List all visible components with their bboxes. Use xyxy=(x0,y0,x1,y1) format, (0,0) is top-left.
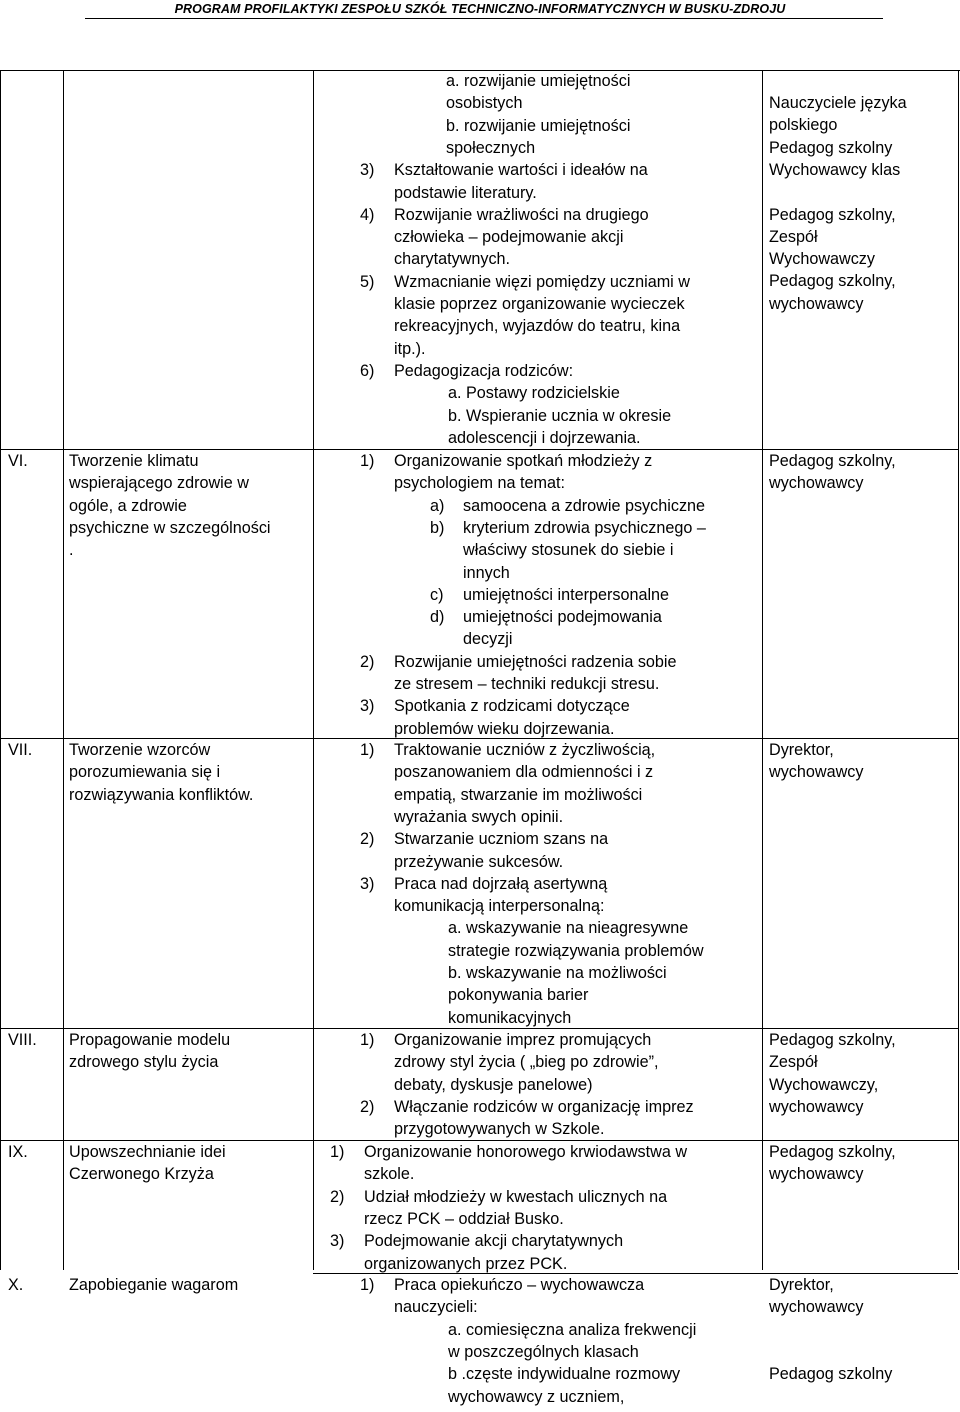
task-subline: a. rozwijanie umiejętności xyxy=(446,72,631,90)
col-divider-3 xyxy=(762,70,763,1270)
task-subline: b. rozwijanie umiejętności xyxy=(446,116,631,135)
responsible-line: Pedagog szkolny xyxy=(769,138,893,157)
table-left-border xyxy=(0,70,1,1270)
task-subline: osobistych xyxy=(446,94,523,113)
area-line: porozumiewania się i xyxy=(69,763,221,782)
task-line: rzecz PCK – oddział Busko. xyxy=(364,1209,564,1228)
task-line: przeżywanie sukcesów. xyxy=(394,852,564,871)
task-marker: d) xyxy=(430,608,445,627)
task-line: Organizowanie spotkań młodzieży z xyxy=(394,452,653,470)
row-number: VIII. xyxy=(8,1031,37,1049)
responsible-line: polskiego xyxy=(769,116,838,135)
area-line: ogóle, a zdrowie xyxy=(69,496,187,515)
area-line: Upowszechnianie idei xyxy=(69,1143,226,1161)
task-marker: 1) xyxy=(360,452,375,470)
task-marker: a) xyxy=(430,496,445,515)
responsible-line: Pedagog szkolny, xyxy=(769,272,896,291)
table-right-border xyxy=(958,70,959,1270)
task-line: Wzmacnianie więzi pomiędzy uczniami w xyxy=(394,272,690,291)
row-number: VI. xyxy=(8,452,28,470)
task-line: Organizowanie imprez promujących xyxy=(394,1031,652,1049)
task-line: charytatywnych. xyxy=(394,250,511,269)
task-line: organizowanych przez PCK. xyxy=(364,1254,568,1273)
task-subline: b. Wspieranie ucznia w okresie xyxy=(448,406,672,425)
task-line: Udział młodzieży w kwestach ulicznych na xyxy=(364,1187,668,1206)
col-divider-1 xyxy=(63,70,64,1270)
responsible-line: Wychowawczy, xyxy=(769,1075,879,1094)
task-subline: b .częste indywidualne rozmowy xyxy=(448,1365,681,1384)
task-marker: 3) xyxy=(360,161,375,180)
task-line: wyrażania swych opinii. xyxy=(394,807,564,826)
task-line: Pedagogizacja rodziców: xyxy=(394,361,574,380)
task-line: komunikacją interpersonalną: xyxy=(394,897,605,916)
area-line: Tworzenie klimatu xyxy=(69,452,199,470)
task-marker: 3) xyxy=(360,874,375,893)
task-line: Spotkania z rodzicami dotyczące xyxy=(394,697,630,716)
task-line: Włączanie rodziców w organizację imprez xyxy=(394,1097,694,1116)
task-line: Rozwijanie wrażliwości na drugiego xyxy=(394,205,649,224)
responsible-line: wychowawcy xyxy=(769,474,864,493)
task-line: poszanowaniem dla odmienności i z xyxy=(394,763,654,782)
task-line: Traktowanie uczniów z życzliwością, xyxy=(394,741,656,759)
responsible-line: wychowawcy xyxy=(769,1165,864,1184)
task-line: problemów wieku dojrzewania. xyxy=(394,719,615,738)
area-line: psychiczne w szczególności xyxy=(69,518,271,537)
header-title: PROGRAM PROFILAKTYKI ZESPOŁU SZKÓŁ TECHNICZNO-INFORMATYCZNYCH W BUSKU-ZDROJU xyxy=(174,2,786,16)
task-marker: 4) xyxy=(360,205,375,224)
col-divider-2 xyxy=(313,70,314,1270)
task-line: Rozwijanie umiejętności radzenia sobie xyxy=(394,652,677,671)
responsible-line: wychowawcy xyxy=(769,763,864,782)
area-line: . xyxy=(69,541,74,560)
task-marker: 1) xyxy=(360,1276,375,1294)
task-line: klasie poprzez organizowanie wycieczek xyxy=(394,295,685,313)
task-line: psychologiem na temat: xyxy=(394,474,565,493)
task-subline: w poszczególnych klasach xyxy=(448,1342,639,1361)
task-subline: strategie rozwiązywania problemów xyxy=(448,941,704,960)
task-line: decyzji xyxy=(463,630,513,649)
task-subline: wychowawcy z uczniem, xyxy=(448,1387,625,1406)
task-subline: adolescencji i dojrzewania. xyxy=(448,428,641,447)
task-marker: 6) xyxy=(360,361,375,380)
area-line: Propagowanie modelu xyxy=(69,1031,231,1049)
task-line: Praca nad dojrzałą asertywną xyxy=(394,874,608,893)
task-line: podstawie literatury. xyxy=(394,183,537,202)
task-subline: a. comiesięczna analiza frekwencji xyxy=(448,1320,697,1339)
task-line: umiejętności podejmowania xyxy=(463,608,662,627)
task-line: ze stresem – techniki redukcji stresu. xyxy=(394,675,660,693)
task-line: empatią, stwarzanie im możliwości xyxy=(394,785,643,804)
task-marker: 3) xyxy=(360,697,375,716)
responsible-line: Zespół xyxy=(769,227,818,246)
task-line: Organizowanie honorowego krwiodawstwa w xyxy=(364,1143,688,1161)
responsible-line: Zespół xyxy=(769,1053,818,1072)
task-marker: 1) xyxy=(330,1143,345,1161)
task-line: Podejmowanie akcji charytatywnych xyxy=(364,1232,624,1251)
responsible-line: Wychowawcy klas xyxy=(769,160,901,179)
task-marker: b) xyxy=(430,518,445,537)
task-subline: społecznych xyxy=(446,138,536,157)
task-subline: a. Postawy rodzicielskie xyxy=(448,384,620,403)
task-subline: b. wskazywanie na możliwości xyxy=(448,964,667,982)
task-line: przygotowywanych w Szkole. xyxy=(394,1120,605,1139)
task-line: debaty, dyskusje panelowe) xyxy=(394,1075,593,1094)
responsible-line: Dyrektor, xyxy=(769,741,834,759)
task-marker: 3) xyxy=(330,1232,345,1251)
task-line: człowieka – podejmowanie akcji xyxy=(394,228,624,247)
task-marker: 2) xyxy=(360,1097,375,1116)
task-line: kryterium zdrowia psychicznego – xyxy=(463,518,706,537)
task-subline: a. wskazywanie na nieagresywne xyxy=(448,919,689,938)
task-line: umiejętności interpersonalne xyxy=(463,585,670,604)
task-line: zdrowy styl życia ( „bieg po zdrowie”, xyxy=(394,1053,659,1072)
area-line: rozwiązywania konfliktów. xyxy=(69,785,254,804)
responsible-line: wychowawcy xyxy=(769,294,864,313)
task-line: Kształtowanie wartości i ideałów na xyxy=(394,161,648,180)
task-line: szkole. xyxy=(364,1165,415,1184)
task-marker: 2) xyxy=(360,830,375,849)
task-line: właściwy stosunek do siebie i xyxy=(463,541,674,560)
row-number: IX. xyxy=(8,1143,28,1161)
responsible-line: Pedagog szkolny, xyxy=(769,1143,896,1161)
task-line: nauczycieli: xyxy=(394,1298,478,1317)
responsible-line: wychowawcy xyxy=(769,1298,864,1317)
task-marker: 5) xyxy=(360,272,375,291)
task-line: rekreacyjnych, wyjazdów do teatru, kina xyxy=(394,317,681,336)
task-line: itp.). xyxy=(394,339,426,358)
task-marker: c) xyxy=(430,585,444,604)
task-marker: 2) xyxy=(330,1187,345,1206)
row-number: VII. xyxy=(8,741,33,759)
responsible-line: Dyrektor, xyxy=(769,1276,834,1294)
task-line: Praca opiekuńczo – wychowawcza xyxy=(394,1276,645,1294)
responsible-line: Wychowawczy xyxy=(769,250,875,269)
responsible-line: Pedagog szkolny, xyxy=(769,1031,896,1049)
task-subline: komunikacyjnych xyxy=(448,1008,572,1027)
task-marker: 1) xyxy=(360,1031,375,1049)
header-rule xyxy=(85,18,883,19)
task-subline: pokonywania barier xyxy=(448,986,589,1005)
responsible-line: wychowawcy xyxy=(769,1097,864,1116)
area-line: wspierającego zdrowie w xyxy=(69,474,249,493)
responsible-line: Pedagog szkolny, xyxy=(769,205,896,224)
task-line: samoocena a zdrowie psychiczne xyxy=(463,496,706,515)
responsible-line: Pedagog szkolny xyxy=(769,1365,893,1384)
task-line: innych xyxy=(463,563,510,582)
responsible-line: Pedagog szkolny, xyxy=(769,452,896,470)
area-line: zdrowego stylu życia xyxy=(69,1053,219,1072)
task-marker: 2) xyxy=(360,652,375,671)
task-line: Stwarzanie uczniom szans na xyxy=(394,830,609,849)
area-line: Zapobieganie wagarom xyxy=(69,1276,239,1294)
area-line: Tworzenie wzorców xyxy=(69,741,211,759)
task-marker: 1) xyxy=(360,741,375,759)
responsible-line: Nauczyciele języka xyxy=(769,94,907,112)
area-line: Czerwonego Krzyża xyxy=(69,1165,214,1184)
row-number: X. xyxy=(8,1276,24,1294)
